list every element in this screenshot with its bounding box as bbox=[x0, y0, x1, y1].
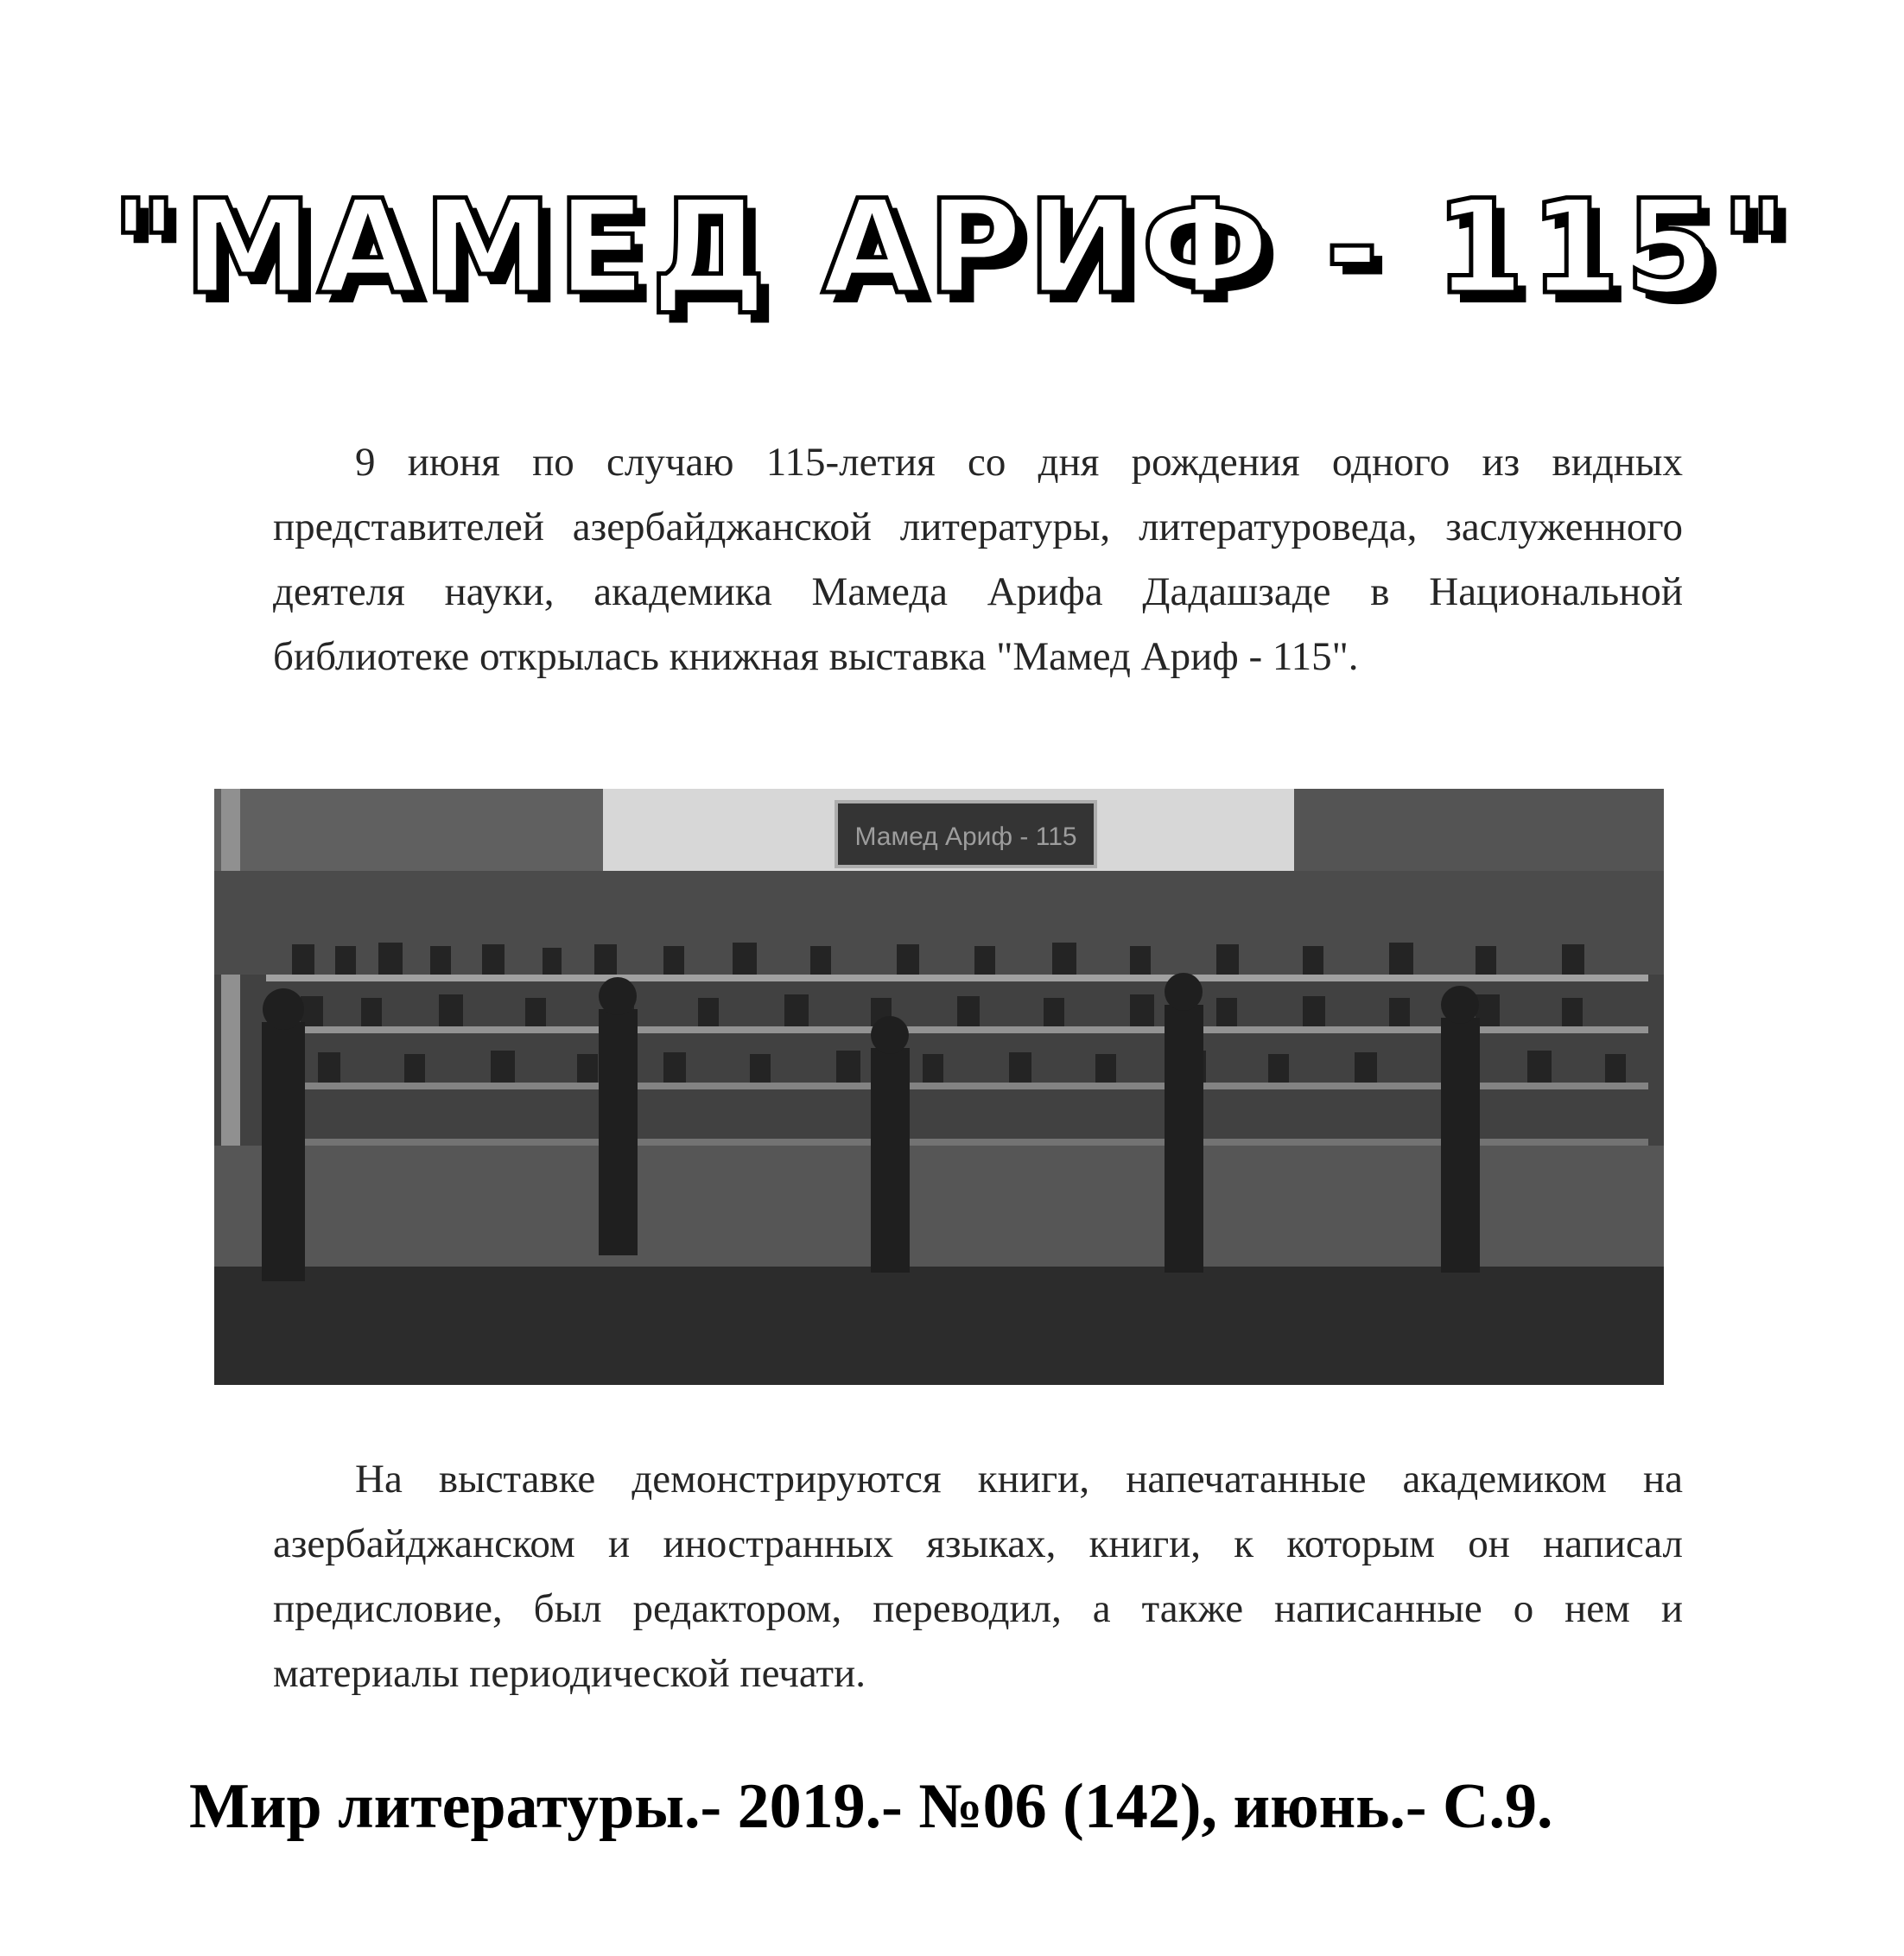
photo-banner-text: Мамед Ариф - 115 bbox=[854, 822, 1077, 851]
article-headline: "МАМЕД АРИФ - 115" bbox=[111, 173, 1793, 323]
article-paragraph-2: На выставке демонстрируются книги, напечатанные академиком на азербайджанском и иностранных языках, книги, к которым он написал предисловие, был редактором, переводил, а также написанные о нем и материалы периодической печати. bbox=[273, 1457, 1683, 1696]
exhibition-photo bbox=[214, 789, 1664, 1385]
citation: Мир литературы.- 2019.- №06 (142), июнь.- С.9. bbox=[189, 1771, 1553, 1842]
article-paragraph-1: 9 июня по случаю 115-летия со дня рождения одного из видных представителей азербайджанской литературы, литературоведа, заслуженного деятеля науки, академика Мамеда Арифа Дадашзаде в Национальной библиотеке открылась книжная выставка "Мамед Ариф - 115". bbox=[273, 440, 1683, 679]
